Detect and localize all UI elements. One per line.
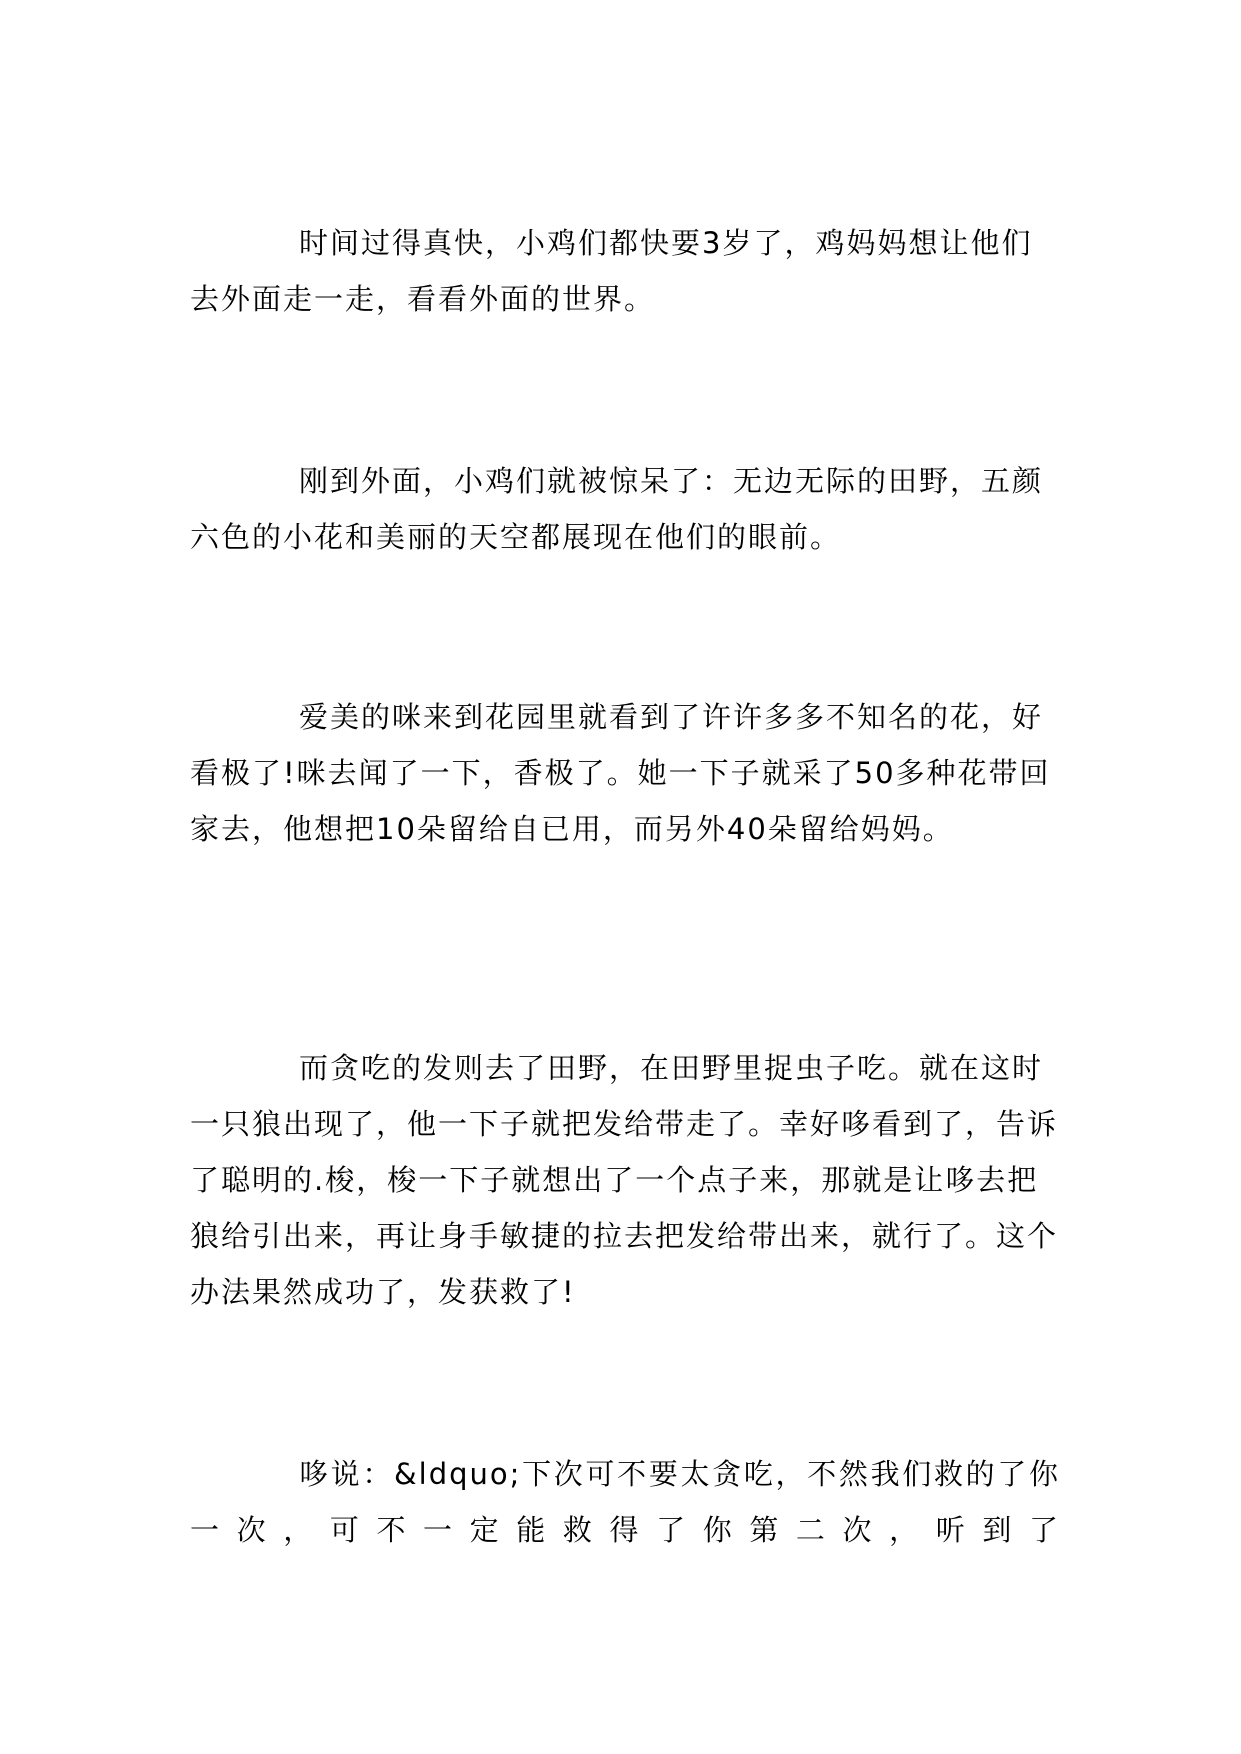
story-paragraph-2: 刚到外面，小鸡们就被惊呆了：无边无际的田野，五颜六色的小花和美丽的天空都展现在他们的眼前。 [190,464,1044,554]
story-paragraph-1: 时间过得真快，小鸡们都快要3岁了，鸡妈妈想让他们去外面走一走，看看外面的世界。 [190,226,1033,316]
story-paragraph-3: 爱美的咪来到花园里就看到了许许多多不知名的花，好看极了!咪去闻了一下，香极了。她一下子就采了50多种花带回家去，他想把10朵留给自已用，而另外40朵留给妈妈。 [190,700,1051,846]
story-paragraph-5: 哆说：&ldquo;下次可不要太贪吃，不然我们救的了你一次，可不一定能救得了你第二次，听到了 [190,1457,1060,1547]
story-paragraph-4: 而贪吃的发则去了田野，在田野里捉虫子吃。就在这时一只狼出现了，他一下子就把发给带走了。幸好哆看到了，告诉了聪明的.梭，梭一下子就想出了一个点子来，那就是让哆去把狼给引出来，再让身手敏捷的拉去把发给带出来，就行了。这个办法果然成功了，发获救了! [190,1051,1059,1309]
